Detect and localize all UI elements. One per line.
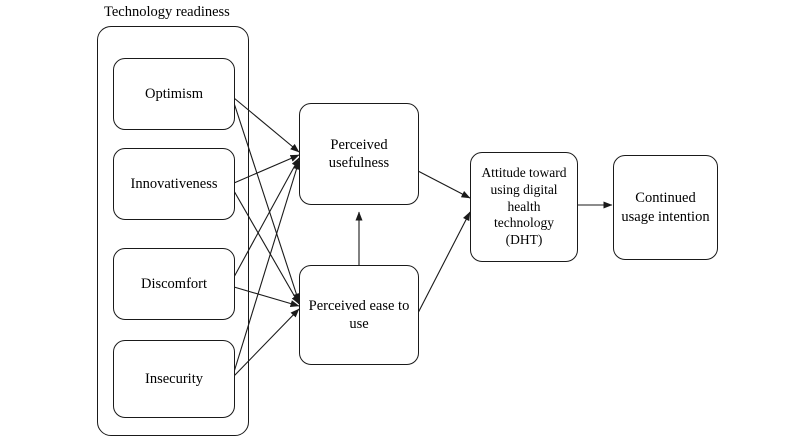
node-attitude-toward-using-dht[interactable]: [470, 152, 578, 262]
edge-perceived-usefulness-to-attitude: [418, 171, 470, 198]
node-optimism[interactable]: [113, 58, 235, 130]
node-label-optimism: Optimism: [144, 85, 203, 102]
node-label-attitude-toward-using-dht: Attitude toward using digital health technology (DHT): [481, 164, 567, 248]
group-label-technology-readiness: Technology readiness: [104, 4, 230, 20]
node-insecurity[interactable]: [113, 340, 235, 418]
node-discomfort[interactable]: [113, 248, 235, 320]
edge-perceived-ease-to-use-to-attitude: [418, 212, 470, 313]
node-label-continued-usage-intention: Continued usage intention: [621, 190, 710, 225]
node-perceived-ease-to-use[interactable]: [299, 265, 419, 365]
node-label-innovativeness: Innovativeness: [130, 175, 218, 192]
node-label-perceived-ease-to-use: Perceived ease to use: [308, 297, 410, 332]
node-continued-usage-intention[interactable]: [613, 155, 718, 260]
node-label-discomfort: Discomfort: [140, 275, 208, 292]
node-label-perceived-usefulness: Perceived usefulness: [328, 136, 390, 171]
node-perceived-usefulness[interactable]: [299, 103, 419, 205]
node-label-insecurity: Insecurity: [145, 370, 203, 387]
node-innovativeness[interactable]: [113, 148, 235, 220]
